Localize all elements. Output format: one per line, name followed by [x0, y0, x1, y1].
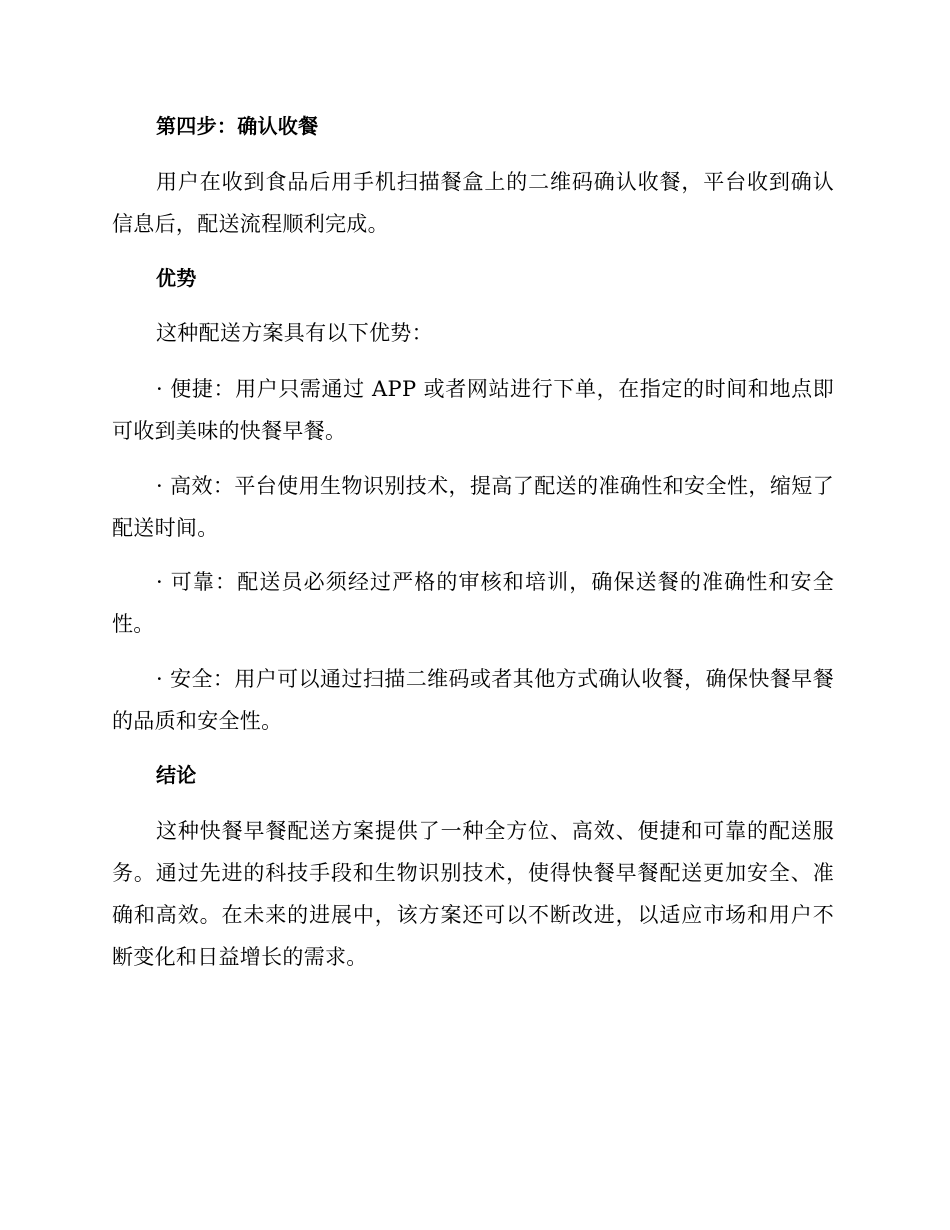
- bullet-safe: · 安全：用户可以通过扫描二维码或者其他方式确认收餐，确保快餐早餐的品质和安全性。: [112, 667, 834, 733]
- conclusion-paragraph: 这种快餐早餐配送方案提供了一种全方位、高效、便捷和可靠的配送服务。通过先进的科技手段和生物识别技术，使得快餐早餐配送更加安全、准确和高效。在未来的进展中，该方案还可以不断改进，以适应市场和用户不断变化和日益增长的需求。: [112, 819, 834, 969]
- conclusion-heading: 结论: [156, 763, 197, 787]
- step4-heading: 第四步：确认收餐: [156, 114, 319, 138]
- advantages-heading: 优势: [156, 266, 197, 290]
- bullet-convenient: · 便捷：用户只需通过 APP 或者网站进行下单，在指定的时间和地点即可收到美味的快餐早餐。: [112, 377, 834, 443]
- advantages-intro: 这种配送方案具有以下优势：: [156, 321, 433, 345]
- bullet-efficient: · 高效：平台使用生物识别技术，提高了配送的准确性和安全性，缩短了配送时间。: [112, 474, 834, 540]
- bullet-reliable: · 可靠：配送员必须经过严格的审核和培训，确保送餐的准确性和安全性。: [112, 570, 834, 636]
- step4-paragraph: 用户在收到食品后用手机扫描餐盒上的二维码确认收餐，平台收到确认信息后，配送流程顺利完成。: [112, 170, 834, 236]
